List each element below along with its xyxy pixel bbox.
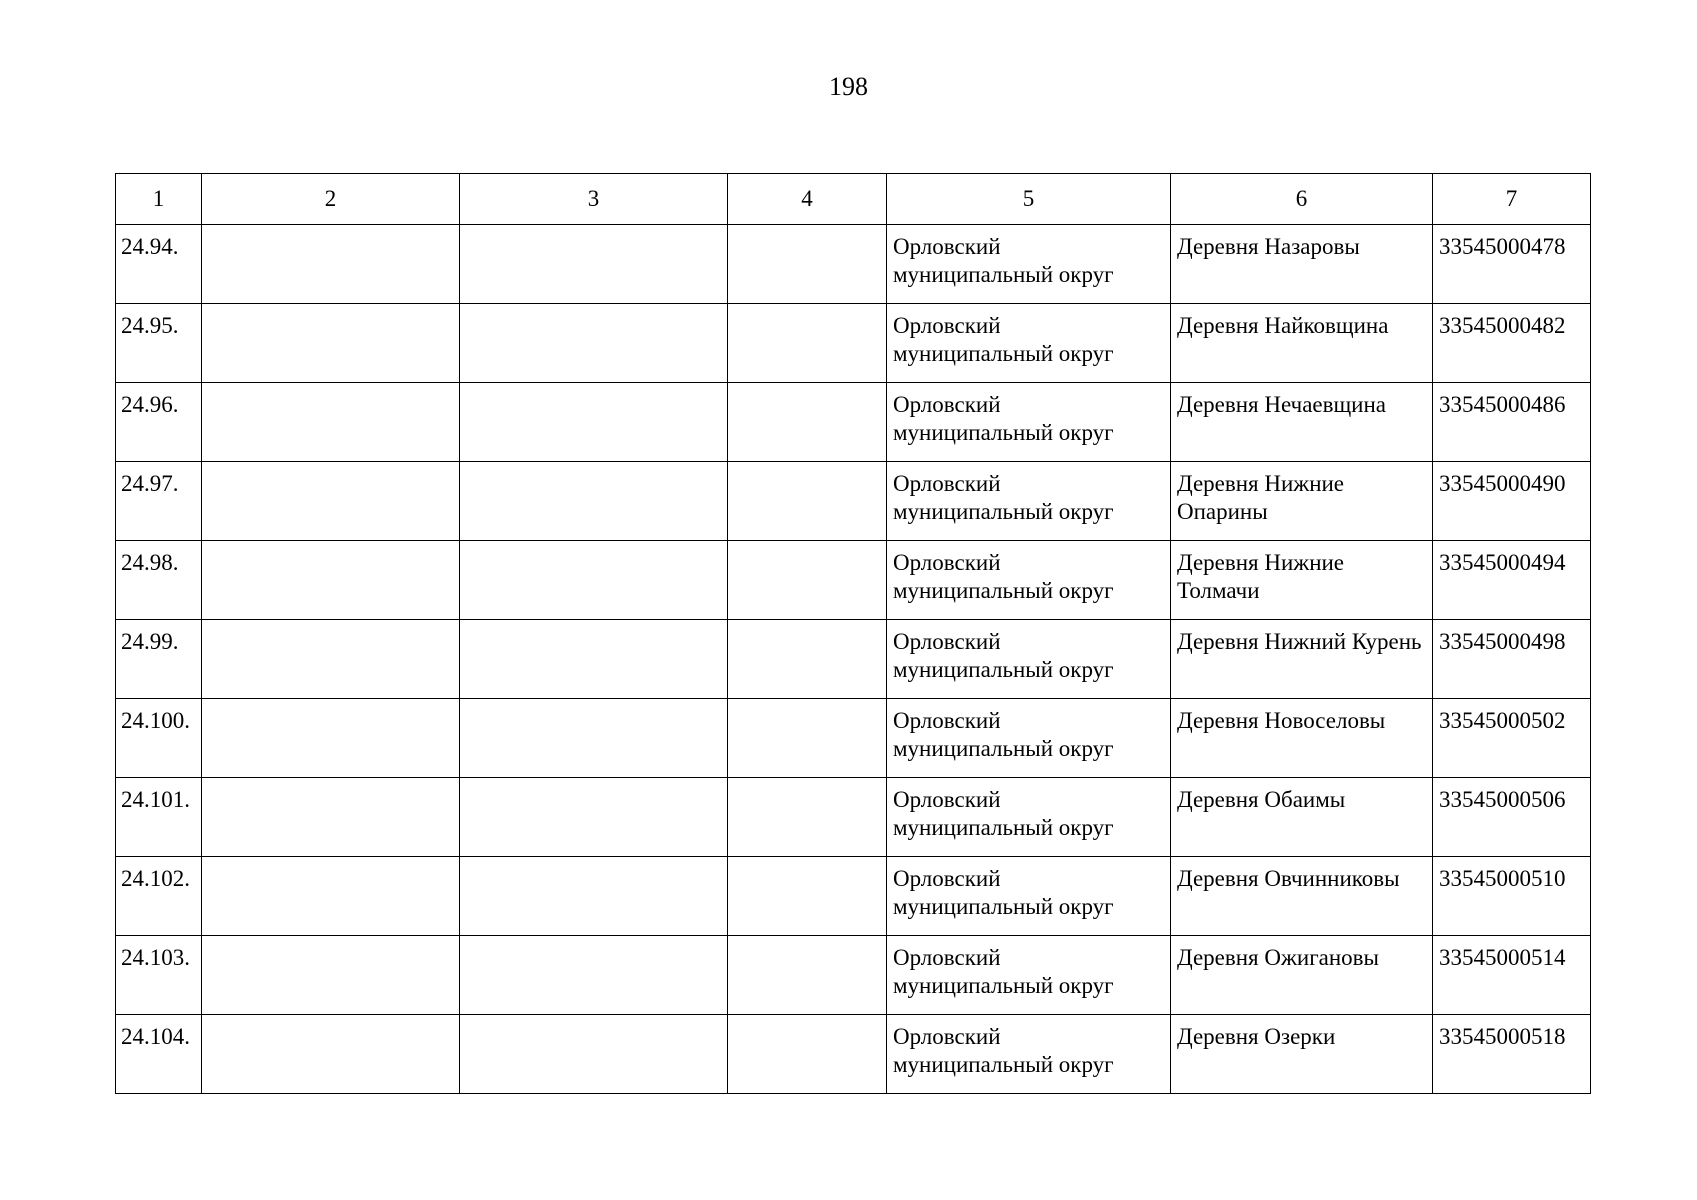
- district-cell: Орловский муниципальный округ: [887, 462, 1171, 541]
- cell-col-2: [202, 778, 460, 857]
- code-cell: 33545000510: [1433, 857, 1591, 936]
- code-cell: 33545000518: [1433, 1015, 1591, 1094]
- code-cell: 33545000506: [1433, 778, 1591, 857]
- settlement-cell: Деревня Озерки: [1171, 1015, 1433, 1094]
- table-row: [116, 225, 1591, 304]
- code-cell: 33545000482: [1433, 304, 1591, 383]
- row-number: 24.97.: [116, 462, 202, 541]
- code-cell: 33545000514: [1433, 936, 1591, 1015]
- code-cell: 33545000490: [1433, 462, 1591, 541]
- district-cell: Орловский муниципальный округ: [887, 936, 1171, 1015]
- cell-col-4: [728, 225, 887, 304]
- table-header: [116, 174, 1591, 225]
- code-cell: 33545000486: [1433, 383, 1591, 462]
- cell-col-3: [460, 699, 728, 778]
- page-number: 198: [829, 72, 868, 101]
- cell-col-4: [728, 383, 887, 462]
- district-cell: Орловский муниципальный округ: [887, 778, 1171, 857]
- cell-col-2: [202, 620, 460, 699]
- cell-col-2: [202, 699, 460, 778]
- settlement-cell: Деревня Нечаевщина: [1171, 383, 1433, 462]
- table-row: [116, 304, 1591, 383]
- row-number: 24.94.: [116, 225, 202, 304]
- table-row: [116, 857, 1591, 936]
- cell-col-3: [460, 304, 728, 383]
- district-cell: Орловский муниципальный округ: [887, 699, 1171, 778]
- code-cell: 33545000478: [1433, 225, 1591, 304]
- header-row: [116, 174, 1591, 225]
- table-body: [116, 225, 1591, 1094]
- table-row: [116, 936, 1591, 1015]
- cell-col-2: [202, 304, 460, 383]
- row-number: 24.102.: [116, 857, 202, 936]
- column-header-1: 1: [116, 174, 202, 225]
- cell-col-3: [460, 936, 728, 1015]
- cell-col-4: [728, 462, 887, 541]
- cell-col-3: [460, 1015, 728, 1094]
- code-cell: 33545000502: [1433, 699, 1591, 778]
- cell-col-2: [202, 541, 460, 620]
- code-cell: 33545000494: [1433, 541, 1591, 620]
- cell-col-3: [460, 778, 728, 857]
- cell-col-4: [728, 936, 887, 1015]
- district-cell: Орловский муниципальный округ: [887, 383, 1171, 462]
- column-header-5: 5: [887, 174, 1171, 225]
- table-row: [116, 620, 1591, 699]
- row-number: 24.98.: [116, 541, 202, 620]
- settlement-cell: Деревня Нижние Толмачи: [1171, 541, 1433, 620]
- cell-col-3: [460, 857, 728, 936]
- settlement-cell: Деревня Нижний Курень: [1171, 620, 1433, 699]
- settlement-cell: Деревня Ожигановы: [1171, 936, 1433, 1015]
- column-header-2: 2: [202, 174, 460, 225]
- table-row: [116, 699, 1591, 778]
- table-row: [116, 541, 1591, 620]
- cell-col-3: [460, 225, 728, 304]
- cell-col-3: [460, 462, 728, 541]
- registry-table: [115, 173, 1591, 1094]
- settlement-cell: Деревня Назаровы: [1171, 225, 1433, 304]
- cell-col-3: [460, 383, 728, 462]
- row-number: 24.100.: [116, 699, 202, 778]
- cell-col-2: [202, 857, 460, 936]
- cell-col-4: [728, 857, 887, 936]
- cell-col-2: [202, 936, 460, 1015]
- cell-col-4: [728, 304, 887, 383]
- row-number: 24.103.: [116, 936, 202, 1015]
- cell-col-2: [202, 225, 460, 304]
- settlement-cell: Деревня Овчинниковы: [1171, 857, 1433, 936]
- column-header-3: 3: [460, 174, 728, 225]
- settlement-cell: Деревня Нижние Опарины: [1171, 462, 1433, 541]
- column-header-7: 7: [1433, 174, 1591, 225]
- row-number: 24.101.: [116, 778, 202, 857]
- cell-col-4: [728, 541, 887, 620]
- cell-col-4: [728, 1015, 887, 1094]
- row-number: 24.104.: [116, 1015, 202, 1094]
- column-header-6: 6: [1171, 174, 1433, 225]
- cell-col-2: [202, 1015, 460, 1094]
- code-cell: 33545000498: [1433, 620, 1591, 699]
- table-row: [116, 383, 1591, 462]
- table-row: [116, 1015, 1591, 1094]
- row-number: 24.99.: [116, 620, 202, 699]
- column-header-4: 4: [728, 174, 887, 225]
- district-cell: Орловский муниципальный округ: [887, 857, 1171, 936]
- cell-col-2: [202, 383, 460, 462]
- table-row: [116, 462, 1591, 541]
- district-cell: Орловский муниципальный округ: [887, 225, 1171, 304]
- cell-col-4: [728, 699, 887, 778]
- cell-col-4: [728, 778, 887, 857]
- row-number: 24.96.: [116, 383, 202, 462]
- settlement-cell: Деревня Обаимы: [1171, 778, 1433, 857]
- district-cell: Орловский муниципальный округ: [887, 304, 1171, 383]
- district-cell: Орловский муниципальный округ: [887, 541, 1171, 620]
- cell-col-4: [728, 620, 887, 699]
- district-cell: Орловский муниципальный округ: [887, 1015, 1171, 1094]
- cell-col-3: [460, 620, 728, 699]
- settlement-cell: Деревня Найковщина: [1171, 304, 1433, 383]
- row-number: 24.95.: [116, 304, 202, 383]
- settlement-cell: Деревня Новоселовы: [1171, 699, 1433, 778]
- cell-col-3: [460, 541, 728, 620]
- district-cell: Орловский муниципальный округ: [887, 620, 1171, 699]
- table-row: [116, 778, 1591, 857]
- cell-col-2: [202, 462, 460, 541]
